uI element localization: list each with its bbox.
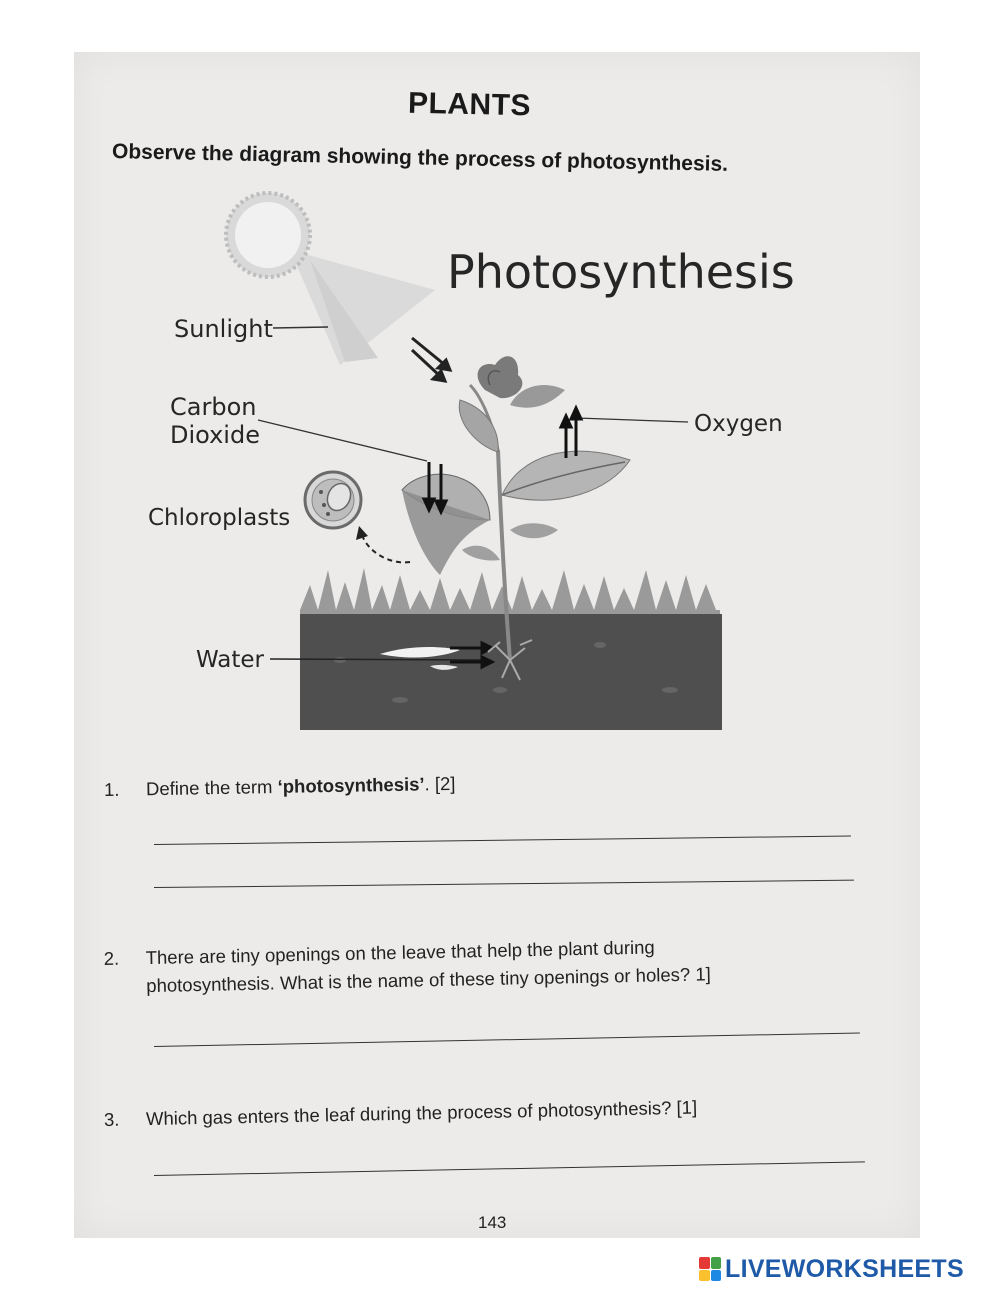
sunlight-leader-line <box>273 327 328 328</box>
liveworksheets-brand[interactable] <box>699 1254 964 1284</box>
question-3-text: Which gas enters the leaf during the process of photosynthesis? [1] <box>145 1096 698 1130</box>
question-2-line-2: photosynthesis. What is the name of these tiny openings or holes? 1] <box>146 963 711 997</box>
sunlight-arrows <box>412 338 450 381</box>
liveworksheets-logo-icon <box>699 1257 721 1281</box>
question-1-text-after: . [2] <box>424 772 456 795</box>
carbon-dioxide-leader-line <box>258 420 427 461</box>
question-3-number: 3. <box>103 1108 120 1130</box>
oxygen-arrows <box>561 408 581 458</box>
question-2-line-1: There are tiny openings on the leave that help the plant during <box>145 936 655 969</box>
page-title: PLANTS <box>407 86 532 123</box>
liveworksheets-wordmark: LIVEWORKSHEETS <box>725 1254 964 1283</box>
question-1-text <box>146 770 456 803</box>
instruction-text: Observe the diagram showing the process of photosynthesis. <box>111 140 729 176</box>
question-1-number: 1. <box>103 778 120 800</box>
question-2-number: 2. <box>103 947 120 970</box>
carbon-label: Carbon <box>170 393 257 421</box>
sunlight-label: Sunlight <box>174 315 273 343</box>
photosynthesis-diagram <box>140 190 820 750</box>
water-leader-line <box>270 659 485 660</box>
oxygen-label: Oxygen <box>694 411 783 437</box>
oxygen-leader-line <box>577 418 688 422</box>
chloroplast-cell-icon <box>305 472 361 528</box>
diagram-heading: Photosynthesis <box>447 245 795 299</box>
page-number: 143 <box>478 1213 507 1232</box>
water-label: Water <box>196 647 264 673</box>
chloroplast-dashed-arrow <box>362 535 410 562</box>
dioxide-label: Dioxide <box>170 421 260 449</box>
chloroplasts-label: Chloroplasts <box>148 505 291 531</box>
question-1-text-before: Define the term <box>145 775 278 800</box>
question-1-bold-term: ‘photosynthesis’ <box>277 773 425 797</box>
